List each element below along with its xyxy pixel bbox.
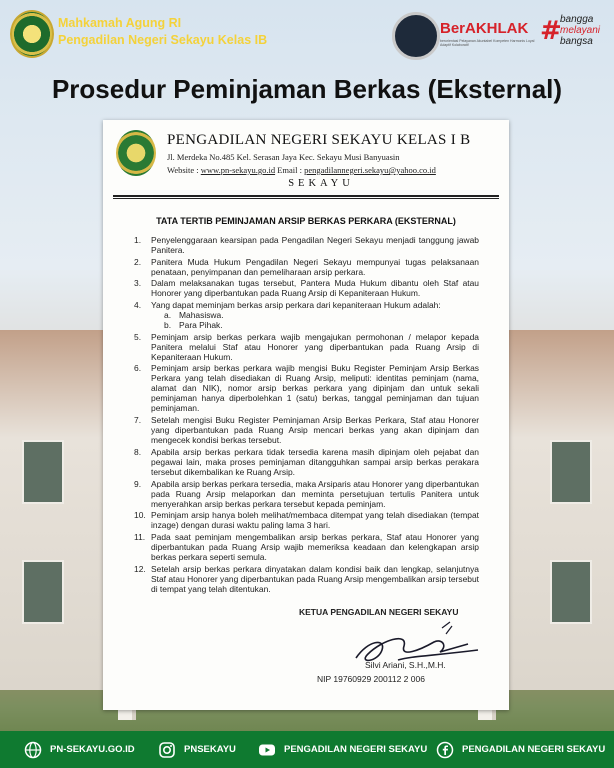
rule-number: 1. bbox=[134, 235, 142, 245]
bangga-hash-icon: # bbox=[540, 16, 562, 46]
footer-website[interactable]: PN-SEKAYU.GO.ID bbox=[24, 731, 135, 768]
rule-item bbox=[134, 563, 479, 594]
rule-number: 3. bbox=[134, 278, 142, 289]
rule-number: 11. bbox=[134, 531, 146, 542]
letterhead-divider bbox=[113, 195, 499, 197]
signatory-nip: NIP 19760929 200112 2 006 bbox=[317, 674, 425, 684]
footer-bar bbox=[0, 731, 614, 768]
letterhead-name: PENGADILAN NEGERI SEKAYU KELAS I B bbox=[167, 132, 471, 148]
rule-text: Dalam melaksanakan tugas tersebut, Pantera Muda Hukum dibantu oleh Staf atau Honorer yang diperbantukan pada Ruang Arsip di Kepaniteraan Hukum. bbox=[151, 278, 479, 299]
letterhead-logo-icon bbox=[116, 130, 156, 176]
rule-number: 6. bbox=[134, 363, 142, 374]
globe-icon bbox=[24, 741, 42, 759]
rule-text: Setelah arsip berkas perkara dinyatakan dalam kondisi baik dan lengkap, selanjutnya Staf atau Honorer yang diperbantukan pada Ruang Arsip mengembalikan arsip tersebut di tempat yang telah ditentukan. bbox=[151, 563, 479, 594]
footer-instagram[interactable]: PNSEKAYU bbox=[158, 731, 236, 768]
page-header bbox=[0, 0, 614, 66]
rule-subitem: b. Para Pihak. bbox=[164, 320, 223, 331]
rule-number: 12. bbox=[134, 563, 146, 574]
rule-subitem: a. Mahasiswa. bbox=[164, 310, 224, 321]
signature-title: KETUA PENGADILAN NEGERI SEKAYU bbox=[299, 607, 459, 617]
rule-item bbox=[134, 510, 479, 531]
rule-item bbox=[134, 278, 479, 299]
rule-text: Panitera Muda Hukum Pengadilan Negeri Sekayu mempunyai tugas pelaksanaan penataan, penyimpanan dan pemeliharaan arsip perkara. bbox=[151, 256, 479, 277]
footer-facebook[interactable]: PENGADILAN NEGERI SEKAYU bbox=[436, 731, 605, 768]
rule-text: Yang dapat meminjam berkas arsip perkara dari kepaniteraan Hukum adalah: bbox=[151, 300, 441, 311]
rules-list bbox=[134, 235, 479, 595]
website-link[interactable]: www.pn-sekayu.go.id bbox=[200, 165, 276, 175]
rule-item bbox=[134, 531, 479, 562]
court-name: Pengadilan Negeri Sekayu Kelas IB bbox=[58, 33, 268, 47]
rule-number: 9. bbox=[134, 478, 142, 489]
rule-item bbox=[134, 331, 479, 362]
rule-item bbox=[134, 446, 479, 477]
rule-item bbox=[134, 363, 479, 414]
rule-text: Penyelenggaraan kearsipan pada Pengadilan Negeri Sekayu menjadi tanggung jawab Panitera. bbox=[151, 235, 479, 255]
rule-text: Pada saat peminjam mengembalikan arsip berkas perkara, Staf atau Honorer yang diperbantukan pada Ruang Arsip wajib memeriksa keadaan dan kelengkapan arsip berkas perkara seperti semula. bbox=[151, 531, 479, 562]
rule-number: 7. bbox=[134, 415, 142, 426]
rule-text: Peminjam arsip berkas perkara wajib mengajukan permohonan / melapor kepada Panitera melalui Staf atau Honorer yang diperbantukan pada Ruang Arsip di Kepaniteraan Hukum. bbox=[151, 331, 479, 362]
facebook-icon bbox=[436, 741, 454, 759]
rule-item bbox=[134, 415, 479, 446]
rule-text: Peminjam arsip hanya boleh melihat/membaca ditempat yang telah disediakan (tempat inzage) dengan durasi waktu paling lama 3 hari. bbox=[151, 510, 479, 531]
letterhead-divider-thin bbox=[113, 198, 499, 199]
rule-item bbox=[134, 256, 479, 277]
letterhead-city: SEKAYU bbox=[288, 178, 354, 189]
signature-scribble-icon bbox=[338, 620, 488, 680]
rule-number: 5. bbox=[134, 331, 142, 342]
rule-item bbox=[134, 300, 479, 331]
berakhlak-logo: BerAKHLAK bbox=[440, 20, 529, 37]
rule-item bbox=[134, 235, 479, 255]
email-link[interactable]: pengadilannegeri.sekayu@yahoo.co.id bbox=[304, 165, 436, 175]
bangga-melayani-bangsa-logo: bangga melayani bangsa bbox=[560, 14, 601, 47]
rule-text: Apabila arsip berkas perkara tersedia, maka Arsiparis atau Honorer yang diperbantukan pada Ruang Arsip melaporkan dan meminta persetujuan tertulis Panitera untuk menyerahkan arsip berkas perkara tersebut kepada peminjam. bbox=[151, 478, 479, 509]
rule-number: 8. bbox=[134, 446, 142, 457]
letterhead-contact: Website : www.pn-sekayu.go.id Email : pengadilannegeri.sekayu@yahoo.co.id bbox=[167, 165, 436, 175]
signatory-name: Silvi Ariani, S.H.,M.H. bbox=[365, 660, 446, 670]
mahkamah-agung-logo-icon bbox=[10, 10, 54, 58]
institution-name: Mahkamah Agung RI bbox=[58, 16, 182, 30]
instagram-icon bbox=[158, 741, 176, 759]
document-sheet bbox=[103, 120, 509, 710]
court-emblem-icon bbox=[392, 12, 440, 60]
page-title: Prosedur Peminjaman Berkas (Eksternal) bbox=[51, 74, 563, 104]
rule-sublist bbox=[151, 310, 479, 330]
document-heading: TATA TERTIB PEMINJAMAN ARSIP BERKAS PERKARA (EKSTERNAL) bbox=[156, 216, 456, 226]
youtube-icon bbox=[258, 741, 276, 759]
footer-youtube[interactable]: PENGADILAN NEGERI SEKAYU bbox=[258, 731, 427, 768]
rule-number: 10. bbox=[134, 510, 146, 521]
rule-text: Apabila arsip berkas perkara tidak tersedia karena masih dipinjam oleh pejabat dan pegawai lain, maka proses peminjaman ditangguhkan sampai arsip berkas perakara tersebut dikembalikan ke Ruang Arsip. bbox=[151, 446, 479, 477]
letterhead-address: Jl. Merdeka No.485 Kel. Serasan Jaya Kec. Sekayu Musi Banyuasin bbox=[167, 152, 400, 162]
rule-number: 4. bbox=[134, 300, 142, 311]
rule-text: Peminjam arsip berkas perkara wajib mengisi Buku Register Peminjam Arsip Berkas Perkara yang telah disediakan di Ruang Arsip, meliputi: identitas peminjam (nama, alamat dan NIK), nomor arsip berkas perkara yang dipinjam dan untuk sekali peminjaman hanya diperbolehkan 1 (satu) berkas, tanggal peminjaman dan tujuan peminjaman. bbox=[151, 363, 479, 414]
rule-number: 2. bbox=[134, 256, 142, 267]
rule-item bbox=[134, 478, 479, 509]
rule-text: Setelah mengisi Buku Register Peminjaman Arsip Berkas Perkara, Staf atau Honorer yang diperbantukan pada Ruang Arsip mencari berkas yang akan dipinjam dan mengecek kondisi berkas tersebut. bbox=[151, 415, 479, 446]
berakhlak-tagline: berorientasi Pelayanan Akuntabel Kompeten Harmonis Loyal Adaptif Kolaboratif bbox=[440, 39, 535, 47]
